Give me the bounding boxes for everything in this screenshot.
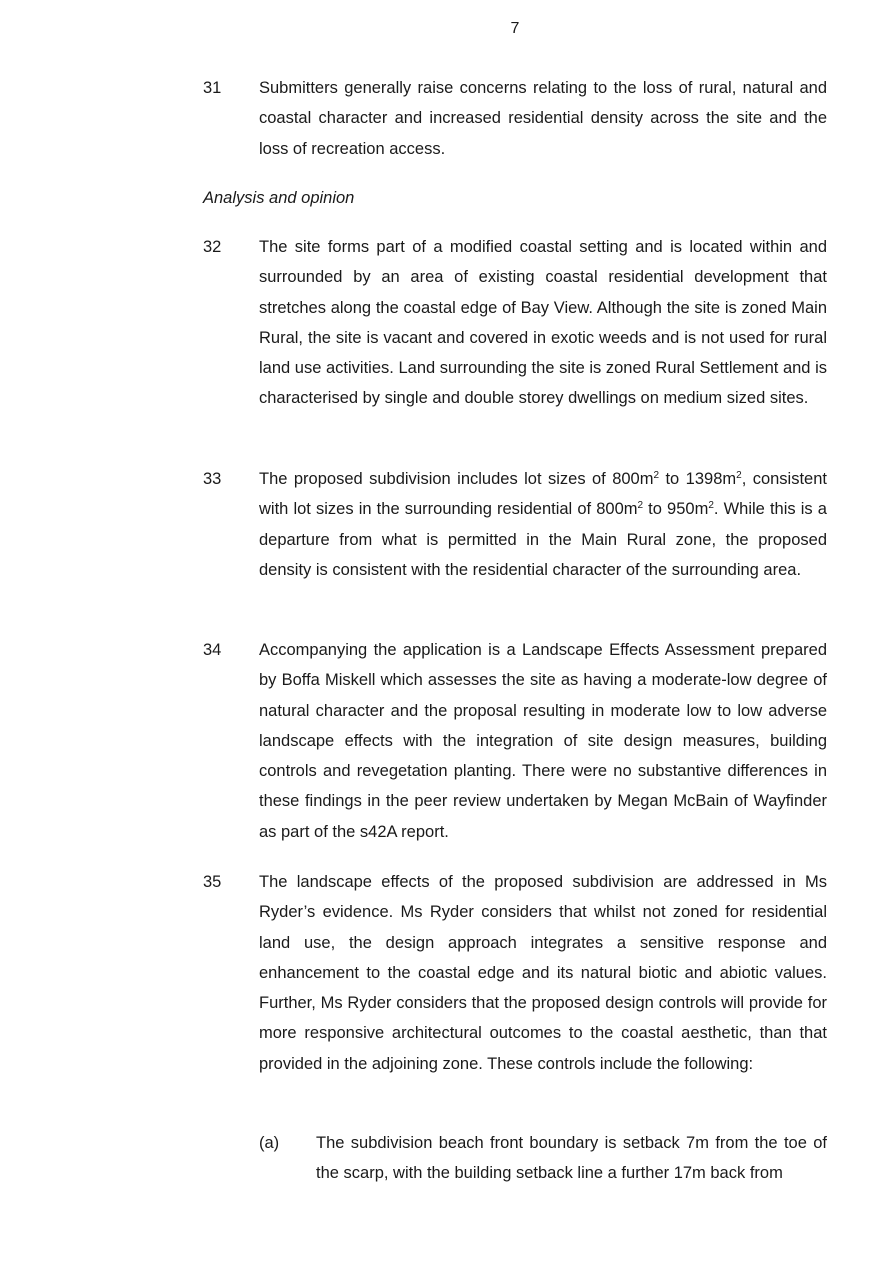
paragraph-text: The landscape effects of the proposed subdivision are addressed in Ms Ryder’s evidence. Ms Ryder considers that whilst not zoned for residential land use, the design approach integrates a sensitive response and enhancement to the coastal edge and its natural biotic and abiotic values. Further, Ms Ryder considers that the proposed design controls will provide for more responsive architectural outcomes to the coastal aesthetic, than that provided in the adjoining zone. These controls include the following: <box>259 873 827 1073</box>
paragraph-number: 31 <box>203 79 222 97</box>
paragraph-number: 33 <box>203 470 222 488</box>
paragraph-text: Accompanying the application is a Landscape Effects Assessment prepared by Boffa Miskell which assesses the site as having a moderate-low degree of natural character and the proposal resulting in moderate low to low adverse landscape effects with the integration of site design measures, building controls and revegetation planting. There were no substantive differences in these findings in the peer review undertaken by Megan McBain of Wayfinder as part of the s42A report. <box>259 641 827 841</box>
paragraph-number: 34 <box>203 641 222 659</box>
paragraph-text: Submitters generally raise concerns relating to the loss of rural, natural and coastal character and increased residential density across the site and the loss of recreation access. <box>259 79 827 158</box>
paragraph-text: The site forms part of a modified coastal setting and is located within and surrounded by an area of existing coastal residential development that stretches along the coastal edge of Bay View. Although the site is zoned Main Rural, the site is vacant and covered in exotic weeds and is not used for rural land use activities. Land surrounding the site is zoned Rural Settlement and is characterised by single and double storey dwellings on medium sized sites. <box>259 238 827 408</box>
subitem-a <box>259 1128 827 1189</box>
paragraph-35 <box>203 867 827 1079</box>
subitem-text: The subdivision beach front boundary is setback 7m from the toe of the scarp, with the building setback line a further 17m back from <box>316 1134 827 1183</box>
paragraph-31 <box>203 73 827 164</box>
paragraph-number: 35 <box>203 873 222 891</box>
paragraph-number: 32 <box>203 238 222 256</box>
paragraph-34 <box>203 635 827 847</box>
paragraph-text: The proposed subdivision includes lot sizes of $800m^2$ to $1398m^2$, consistent with lot sizes in the surrounding residential of $800m^2$ to $950m^2$. While this is a departure from what is permitted in the Main Rural zone, the proposed density is consistent with the residential character of the surrounding area. <box>259 470 827 579</box>
subitem-number: (a) <box>259 1134 280 1152</box>
paragraph-32 <box>203 232 827 414</box>
page-number: 7 <box>510 20 520 37</box>
paragraph-33 <box>203 464 827 585</box>
section-heading: Analysis and opinion <box>203 189 355 207</box>
